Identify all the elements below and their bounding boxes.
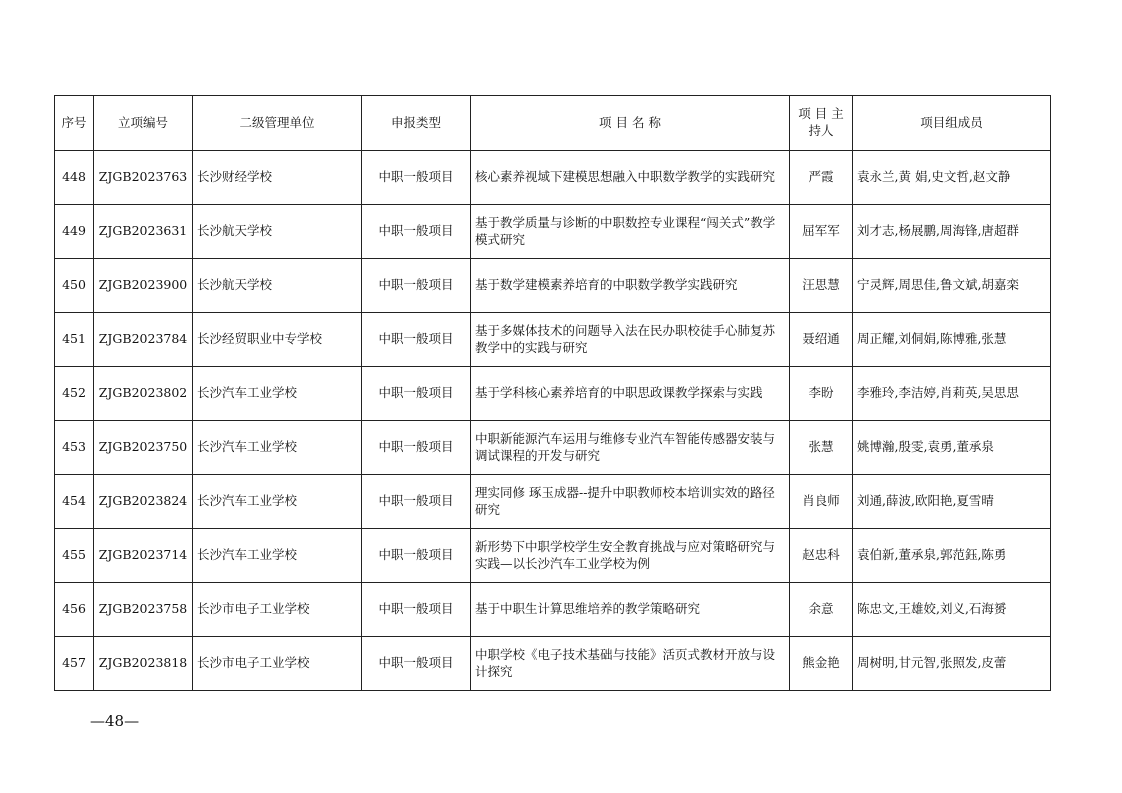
- cell-type: 中职一般项目: [362, 259, 471, 313]
- cell-idx: 449: [55, 205, 94, 259]
- cell-idx: 450: [55, 259, 94, 313]
- project-table: [54, 95, 1051, 691]
- header-host: 项 目 主持人: [790, 96, 853, 151]
- table-row: [55, 475, 1051, 529]
- cell-host: 严霞: [790, 151, 853, 205]
- cell-unit: 长沙航天学校: [193, 259, 362, 313]
- cell-idx: 454: [55, 475, 94, 529]
- header-idx: 序号: [55, 96, 94, 151]
- cell-code: ZJGB2023763: [94, 151, 193, 205]
- cell-unit: 长沙经贸职业中专学校: [193, 313, 362, 367]
- header-type: 申报类型: [362, 96, 471, 151]
- cell-members: 宁灵辉,周思佳,鲁文斌,胡嘉栾: [853, 259, 1051, 313]
- table-row: [55, 151, 1051, 205]
- cell-idx: 455: [55, 529, 94, 583]
- cell-project-name: 基于学科核心素养培育的中职思政课教学探索与实践: [471, 367, 790, 421]
- cell-host: 赵忠科: [790, 529, 853, 583]
- cell-type: 中职一般项目: [362, 583, 471, 637]
- cell-members: 刘才志,杨展鹏,周海锋,唐超群: [853, 205, 1051, 259]
- cell-host: 屈军军: [790, 205, 853, 259]
- cell-unit: 长沙汽车工业学校: [193, 529, 362, 583]
- cell-members: 姚博瀚,殷雯,袁勇,董承泉: [853, 421, 1051, 475]
- cell-host: 余意: [790, 583, 853, 637]
- cell-unit: 长沙汽车工业学校: [193, 421, 362, 475]
- table-row: [55, 583, 1051, 637]
- cell-idx: 452: [55, 367, 94, 421]
- cell-code: ZJGB2023802: [94, 367, 193, 421]
- table-row: [55, 259, 1051, 313]
- cell-code: ZJGB2023631: [94, 205, 193, 259]
- table-row: [55, 637, 1051, 691]
- table-body: [55, 151, 1051, 691]
- cell-idx: 457: [55, 637, 94, 691]
- cell-project-name: 核心素养视域下建模思想融入中职数学教学的实践研究: [471, 151, 790, 205]
- cell-members: 刘通,薛波,欧阳艳,夏雪晴: [853, 475, 1051, 529]
- cell-code: ZJGB2023714: [94, 529, 193, 583]
- table-row: [55, 313, 1051, 367]
- table-row: [55, 205, 1051, 259]
- cell-unit: 长沙汽车工业学校: [193, 475, 362, 529]
- cell-project-name: 基于数学建模素养培育的中职数学教学实践研究: [471, 259, 790, 313]
- cell-code: ZJGB2023758: [94, 583, 193, 637]
- cell-unit: 长沙汽车工业学校: [193, 367, 362, 421]
- cell-host: 熊金艳: [790, 637, 853, 691]
- header-members: 项目组成员: [853, 96, 1051, 151]
- cell-members: 袁伯新,董承泉,郭范鈺,陈勇: [853, 529, 1051, 583]
- header-name: 项 目 名 称: [471, 96, 790, 151]
- cell-type: 中职一般项目: [362, 637, 471, 691]
- cell-members: 袁永兰,黄 娟,史文哲,赵文静: [853, 151, 1051, 205]
- cell-project-name: 中职学校《电子技术基础与技能》活页式教材开放与设计探究: [471, 637, 790, 691]
- cell-idx: 453: [55, 421, 94, 475]
- header-row: [55, 96, 1051, 151]
- cell-code: ZJGB2023824: [94, 475, 193, 529]
- cell-project-name: 理实同修 琢玉成器--提升中职教师校本培训实效的路径研究: [471, 475, 790, 529]
- cell-project-name: 基于多媒体技术的问题导入法在民办职校徒手心肺复苏教学中的实践与研究: [471, 313, 790, 367]
- cell-host: 汪思慧: [790, 259, 853, 313]
- cell-idx: 451: [55, 313, 94, 367]
- cell-type: 中职一般项目: [362, 475, 471, 529]
- table-row: [55, 421, 1051, 475]
- cell-members: 周正耀,刘侗娟,陈博雅,张慧: [853, 313, 1051, 367]
- header-code: 立项编号: [94, 96, 193, 151]
- cell-unit: 长沙市电子工业学校: [193, 583, 362, 637]
- cell-members: 周树明,甘元智,张照发,皮蕾: [853, 637, 1051, 691]
- cell-type: 中职一般项目: [362, 205, 471, 259]
- cell-code: ZJGB2023900: [94, 259, 193, 313]
- cell-type: 中职一般项目: [362, 151, 471, 205]
- cell-unit: 长沙航天学校: [193, 205, 362, 259]
- cell-type: 中职一般项目: [362, 529, 471, 583]
- cell-host: 聂绍通: [790, 313, 853, 367]
- cell-project-name: 基于中职生计算思维培养的教学策略研究: [471, 583, 790, 637]
- cell-code: ZJGB2023750: [94, 421, 193, 475]
- table-row: [55, 529, 1051, 583]
- page-number: —48—: [90, 712, 140, 730]
- cell-host: 肖良师: [790, 475, 853, 529]
- cell-type: 中职一般项目: [362, 421, 471, 475]
- cell-code: ZJGB2023818: [94, 637, 193, 691]
- cell-project-name: 新形势下中职学校学生安全教育挑战与应对策略研究与实践—以长沙汽车工业学校为例: [471, 529, 790, 583]
- cell-project-name: 基于教学质量与诊断的中职数控专业课程“闯关式”教学模式研究: [471, 205, 790, 259]
- cell-members: 李雅玲,李洁婷,肖莉英,吴思思: [853, 367, 1051, 421]
- table-row: [55, 367, 1051, 421]
- cell-code: ZJGB2023784: [94, 313, 193, 367]
- cell-members: 陈忠文,王雄姣,刘义,石海赟: [853, 583, 1051, 637]
- cell-idx: 448: [55, 151, 94, 205]
- cell-unit: 长沙市电子工业学校: [193, 637, 362, 691]
- cell-host: 张慧: [790, 421, 853, 475]
- cell-idx: 456: [55, 583, 94, 637]
- cell-unit: 长沙财经学校: [193, 151, 362, 205]
- cell-project-name: 中职新能源汽车运用与维修专业汽车智能传感器安装与调试课程的开发与研究: [471, 421, 790, 475]
- header-unit: 二级管理单位: [193, 96, 362, 151]
- cell-host: 李盼: [790, 367, 853, 421]
- cell-type: 中职一般项目: [362, 367, 471, 421]
- cell-type: 中职一般项目: [362, 313, 471, 367]
